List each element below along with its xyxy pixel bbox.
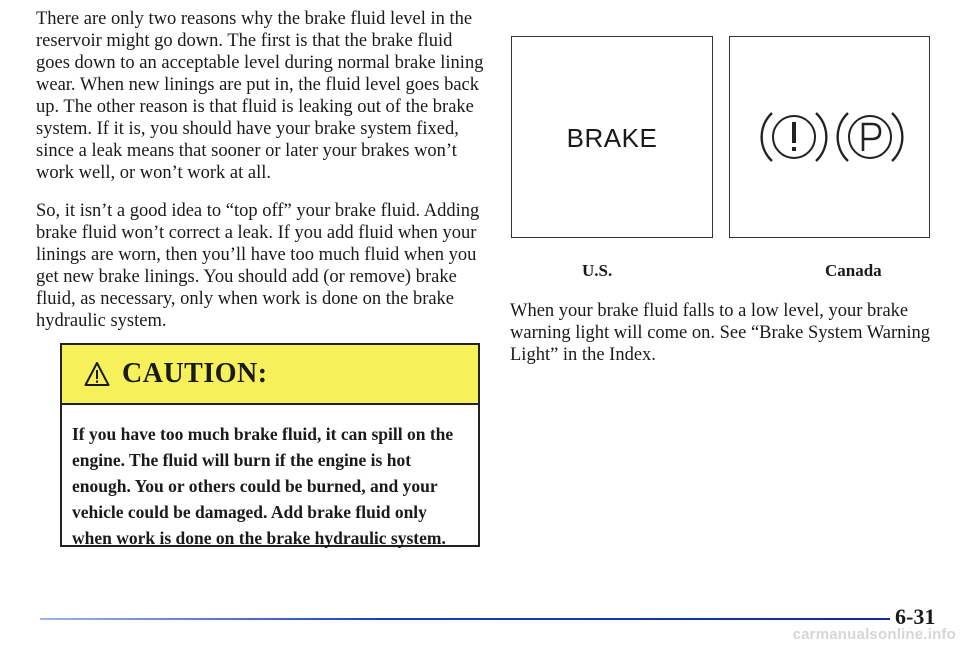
caution-header [62,345,478,405]
paragraph-brake-fluid-level: There are only two reasons why the brake fluid level in the reservoir might go down. The first is that the brake fluid goes down to an acceptable level during normal brake lining wear. When new linings are put in, the fluid level goes back up. The other reason is that fluid is leaking out of the brake system. If it is, you should have your brake system fixed, since a leak means that sooner or later your brakes won’t work well, or won’t work at all. [36,9,484,183]
canada-brake-light-figure [729,36,930,238]
paragraph-warning-light: When your brake fluid falls to a low level, your brake warning light will come on. See “Brake System Warning Light” in the Index. [510,301,930,365]
canada-caption: Canada [825,261,882,280]
warning-triangle-icon [84,361,110,387]
caution-text: If you have too much brake fluid, it can spill on the engine. The fluid will burn if the engine is hot enough. You or others could be burned, and your vehicle could be damaged. Add brake fluid only when work is done on the brake hydraulic system. [72,424,454,548]
brake-word: BRAKE [566,123,658,153]
paragraph-top-off: So, it isn’t a good idea to “top off” your brake fluid. Adding brake fluid won’t correct a leak. If you add fluid when your linings are worn, then you’ll have too much fluid when you get new brake linings. You should add (or remove) brake fluid, as necessary, only when work is done on the brake hydraulic system. [36,201,480,331]
page-number: 6-31 [895,604,936,629]
caution-box [60,343,480,547]
us-brake-light-figure [511,36,713,238]
watermark: carmanualsonline.info [792,626,956,643]
us-caption: U.S. [582,261,613,280]
caution-title: CAUTION: [122,358,268,389]
footer-rule [40,618,890,620]
brake-warning-symbol-icon [758,105,906,169]
